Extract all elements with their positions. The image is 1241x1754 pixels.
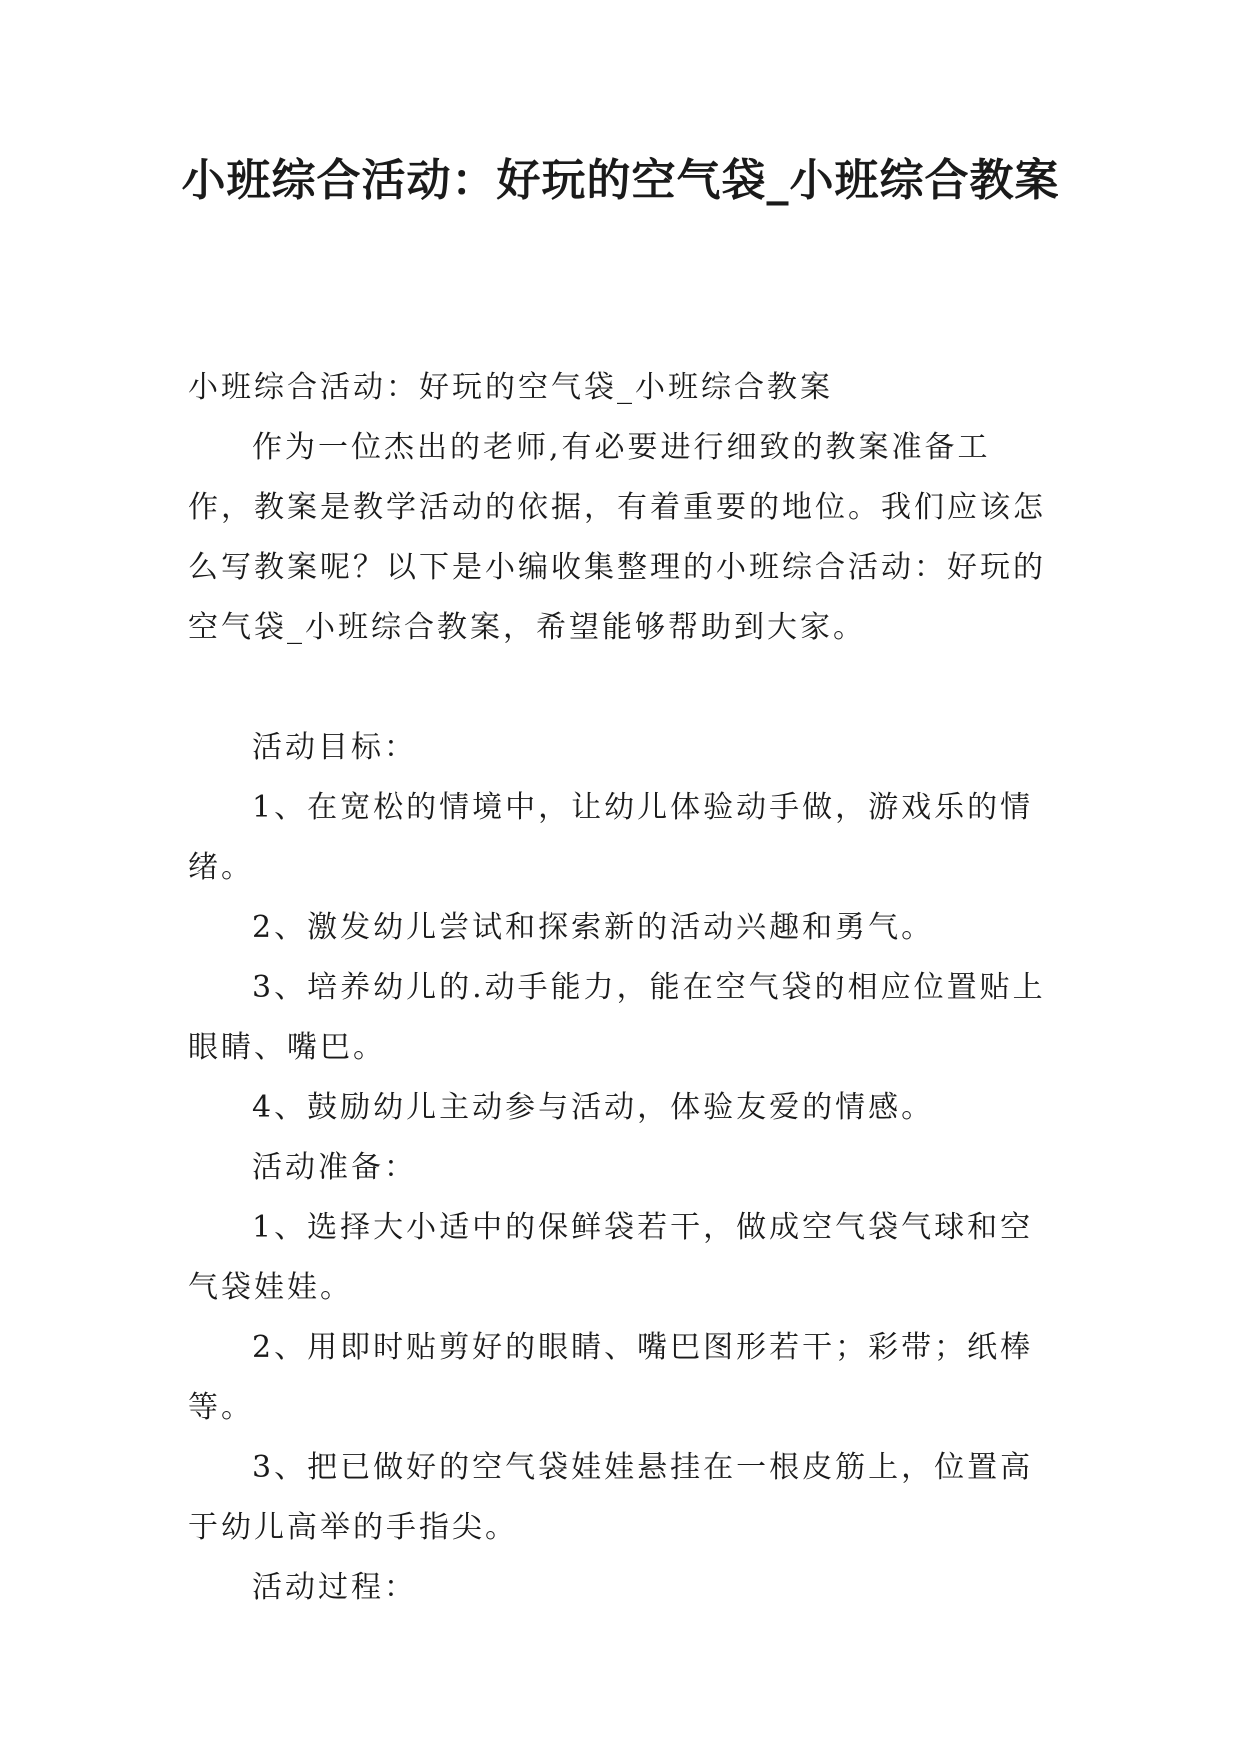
section-heading-goals: 活动目标： bbox=[252, 730, 417, 765]
intro-paragraph: 作为一位杰出的老师,有必要进行细致的教案准备工作，教案是教学活动的依据，有着重要的地位。我们应该怎么写教案呢？以下是小编收集整理的小班综合活动：好玩的空气袋_小班综合教案，希望能够帮助到大家。 bbox=[188, 430, 1046, 645]
paragraph-spacer bbox=[188, 658, 1054, 718]
preparation-item-3: 3、把已做好的空气袋娃娃悬挂在一根皮筋上，位置高于幼儿高举的手指尖。 bbox=[188, 1450, 1034, 1545]
section-heading-preparation: 活动准备： bbox=[252, 1150, 417, 1185]
document-title: 小班综合活动：好玩的空气袋_小班综合教案 bbox=[181, 155, 1060, 206]
goal-item-2: 2、激发幼儿尝试和探索新的活动兴趣和勇气。 bbox=[252, 910, 935, 945]
goal-item-4: 4、鼓励幼儿主动参与活动，体验友爱的情感。 bbox=[252, 1090, 935, 1125]
goal-item-1: 1、在宽松的情境中，让幼儿体验动手做，游戏乐的情绪。 bbox=[188, 790, 1034, 885]
document-body bbox=[188, 358, 1054, 1618]
section-heading-process: 活动过程： bbox=[252, 1570, 417, 1605]
preparation-item-1: 1、选择大小适中的保鲜袋若干，做成空气袋气球和空气袋娃娃。 bbox=[188, 1210, 1034, 1305]
goal-item-3: 3、培养幼儿的.动手能力，能在空气袋的相应位置贴上眼睛、嘴巴。 bbox=[188, 970, 1046, 1065]
preparation-item-2: 2、用即时贴剪好的眼睛、嘴巴图形若干；彩带；纸棒等。 bbox=[188, 1330, 1034, 1425]
document-subtitle: 小班综合活动：好玩的空气袋_小班综合教案 bbox=[188, 370, 833, 405]
